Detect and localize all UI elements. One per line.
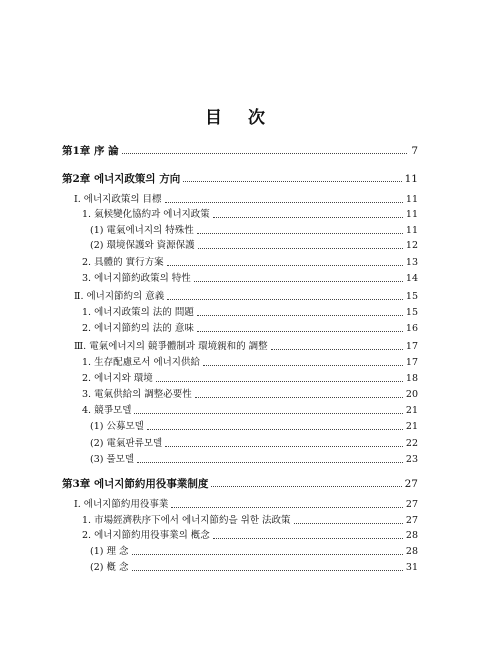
toc-entry-label: 2. 에너지와 環境	[82, 373, 153, 384]
toc-entry	[74, 497, 418, 511]
toc-entry-label: 1. 市場經濟秩序下에서 에너지節約을 위한 法政策	[82, 515, 291, 526]
toc-entry	[82, 207, 418, 221]
toc-entry-page: 11	[404, 173, 418, 185]
toc-entry	[74, 192, 418, 206]
toc-entry-label: 4. 競爭모델	[82, 405, 132, 416]
toc-entry-page: 31	[405, 562, 418, 573]
toc-entry-label: 2. 具體的 實行方案	[82, 257, 164, 268]
toc-entry	[62, 476, 418, 490]
dot-leader	[167, 298, 403, 300]
toc-entry-label: 1. 氣候變化協約과 에너지政策	[82, 209, 210, 220]
toc-entry	[74, 339, 418, 353]
dot-leader	[132, 569, 403, 571]
toc-entry-label: (2) 電氣판류모델	[90, 438, 163, 449]
toc-entry-page: 11	[405, 209, 418, 220]
toc-entry	[90, 452, 418, 466]
dot-leader	[197, 232, 403, 234]
toc-entry-label: (3) 풀모델	[90, 454, 135, 465]
toc-entry-page: 23	[405, 454, 418, 465]
toc-entry	[82, 355, 418, 369]
dot-leader	[294, 522, 403, 524]
toc-entry-label: 1. 에너지政策의 法的 問題	[82, 307, 194, 318]
toc-entry	[82, 528, 418, 542]
dot-leader	[198, 247, 403, 249]
toc-entry-page: 15	[405, 291, 418, 302]
dot-leader	[156, 380, 403, 382]
toc-entry	[74, 289, 418, 303]
toc-entry-label: (1) 公募모델	[90, 421, 144, 432]
toc-entry-label: 第1章 序 論	[62, 145, 119, 157]
dot-leader	[147, 428, 403, 430]
toc-entry-label: 第3章 에너지節約用役事業制度	[62, 478, 209, 490]
toc-entry-page: 21	[405, 405, 418, 416]
toc-entry-page: 17	[405, 357, 418, 368]
dot-leader	[137, 461, 403, 463]
toc-entry-label: 1. 生存配慮로서 에너지供給	[82, 357, 200, 368]
toc-entry-label: 3. 에너지節約政策의 特性	[82, 273, 191, 284]
toc-entry-label: (2) 槪 念	[90, 562, 129, 573]
toc-entry-page: 11	[405, 194, 418, 205]
toc-entry	[82, 403, 418, 417]
toc-entry	[90, 544, 418, 558]
toc-entry	[82, 255, 418, 269]
toc-entry	[62, 143, 418, 157]
toc-entry	[82, 271, 418, 285]
toc-entry-page: 28	[405, 546, 418, 557]
toc-entry	[62, 171, 418, 185]
toc-entry	[82, 371, 418, 385]
toc-entry-label: Ⅱ. 에너지節約의 意義	[74, 291, 165, 302]
toc-entry	[82, 387, 418, 401]
dot-leader	[183, 180, 401, 182]
toc-entry-page: 16	[405, 323, 418, 334]
toc-entry	[82, 321, 418, 335]
dot-leader	[203, 364, 403, 366]
toc-entry-page: 12	[405, 240, 418, 251]
toc-entry-page: 21	[405, 421, 418, 432]
dot-leader	[132, 553, 403, 555]
dot-leader	[195, 396, 403, 398]
toc-entry-page: 18	[405, 373, 418, 384]
toc-entry-label: (1) 理 念	[90, 546, 129, 557]
dot-leader	[197, 314, 403, 316]
page-title: 目 次	[205, 108, 275, 128]
dot-leader	[211, 485, 401, 487]
toc-entry-label: 2. 에너지節約用役事業의 槪念	[82, 530, 210, 541]
toc-entry-page: 15	[405, 307, 418, 318]
toc-entry-page: 22	[405, 438, 418, 449]
toc-entry-label: 第2章 에너지政策의 方向	[62, 173, 181, 185]
toc-entry-page: 20	[405, 389, 418, 400]
toc-entry	[82, 513, 418, 527]
toc-entry-label: Ⅰ. 에너지政策의 目標	[74, 194, 162, 205]
dot-leader	[197, 330, 403, 332]
dot-leader	[165, 201, 403, 203]
toc-entry-label: 3. 電氣供給의 調整必要性	[82, 389, 192, 400]
dot-leader	[213, 537, 403, 539]
dot-leader	[165, 445, 403, 447]
toc-entry-page: 27	[405, 515, 418, 526]
dot-leader	[213, 216, 403, 218]
toc-entry-page: 27	[404, 478, 418, 490]
dot-leader	[171, 506, 403, 508]
toc-entry-label: 2. 에너지節約의 法的 意味	[82, 323, 194, 334]
toc-entry	[90, 238, 418, 252]
dot-leader	[134, 412, 402, 414]
toc-entry-label: Ⅲ. 電氣에너지의 競爭體制과 環境親和的 調整	[74, 341, 268, 352]
toc-entry-page: 17	[405, 341, 418, 352]
dot-leader	[167, 264, 403, 266]
toc-entry-page: 7	[411, 145, 418, 157]
dot-leader	[271, 348, 403, 350]
toc-entry	[82, 305, 418, 319]
toc-entry	[90, 419, 418, 433]
toc-entry-label: (1) 電氣에너지의 特殊性	[90, 225, 194, 236]
toc-entry-page: 28	[405, 530, 418, 541]
toc-entry-page: 11	[405, 225, 418, 236]
dot-leader	[122, 152, 407, 154]
toc-entry-page: 13	[405, 257, 418, 268]
toc-entry	[90, 560, 418, 574]
dot-leader	[194, 280, 403, 282]
toc-entry-label: Ⅰ. 에너지節約用役事業	[74, 499, 169, 510]
toc-entry	[90, 436, 418, 450]
toc-entry-page: 14	[405, 273, 418, 284]
toc-entry	[90, 223, 418, 237]
toc-entry-label: (2) 環境保護와 資源保護	[90, 240, 195, 251]
toc-entry-page: 27	[405, 499, 418, 510]
